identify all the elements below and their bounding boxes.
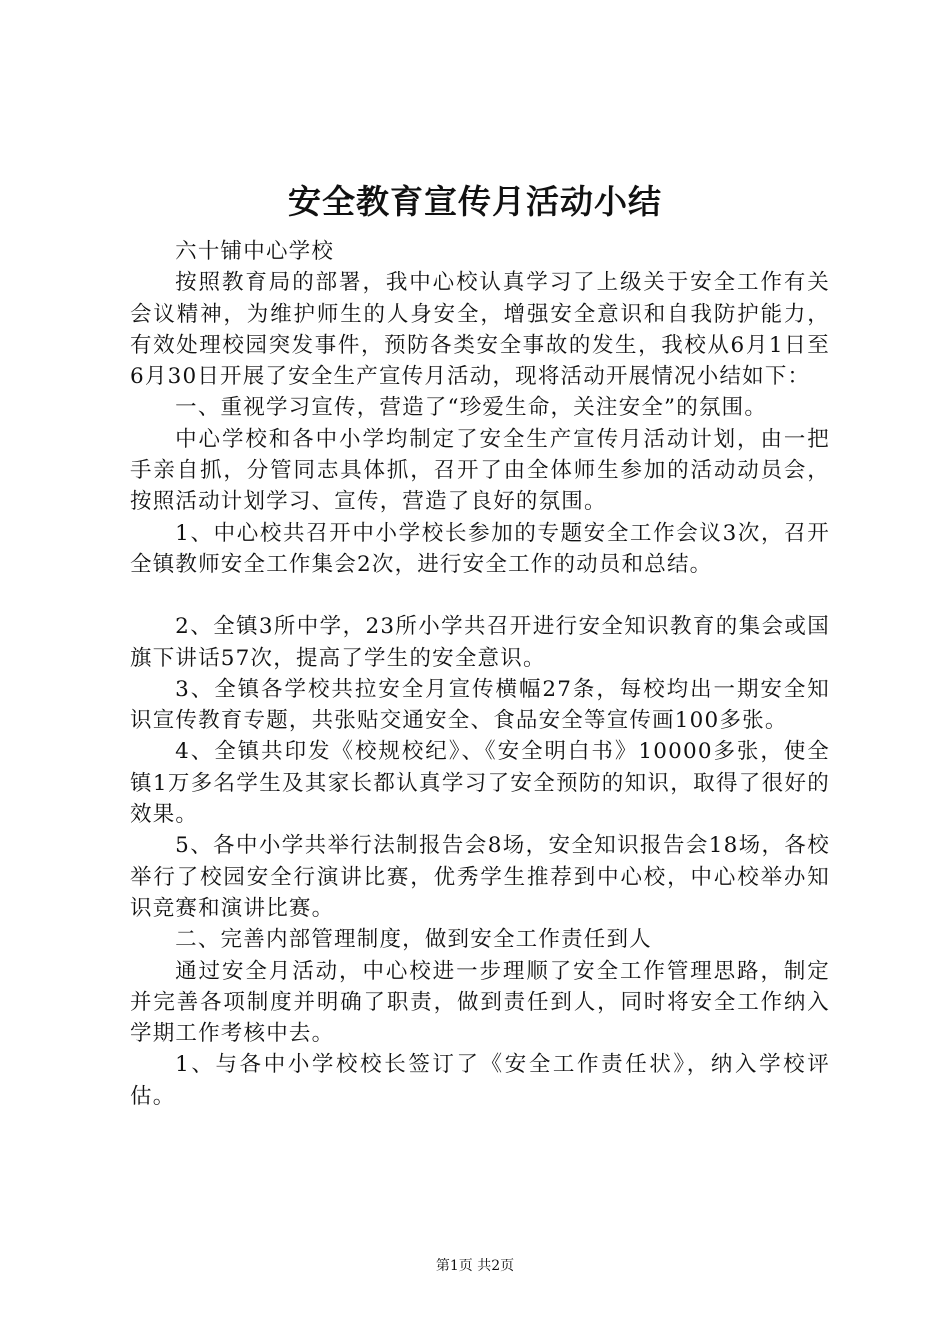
section-heading-1: 一、重视学习宣传，营造了“珍爱生命，关注安全”的氛围。 bbox=[175, 395, 768, 421]
section-1-paragraph: 中心学校和各中小学均制定了安全生产宣传月活动计划，由一把手亲自抓，分管同志具体抓，召开了由全体师生参加的活动动员会，按照活动计划学习、宣传，营造了良好的氛围。 bbox=[130, 426, 830, 515]
document-title: 安全教育宣传月活动小结 bbox=[288, 182, 662, 221]
section-1-item-4: 4、全镇共印发《校规校纪》、《安全明白书》10000多张，使全镇1万多名学生及其家长都认真学习了安全预防的知识，取得了很好的效果。 bbox=[130, 739, 830, 828]
section-1-item-5: 5、各中小学共举行法制报告会8场，安全知识报告会18场，各校举行了校园安全行演讲比赛，优秀学生推荐到中心校，中心校举办知识竞赛和演讲比赛。 bbox=[130, 833, 830, 921]
page-footer: 第1页 共2页 bbox=[435, 1258, 515, 1274]
section-2-paragraph: 通过安全月活动，中心校进一步理顺了安全工作管理思路，制定并完善各项制度并明确了职责，做到责任到人，同时将安全工作纳入学期工作考核中去。 bbox=[130, 958, 830, 1047]
intro-paragraph: 按照教育局的部署，我中心校认真学习了上级关于安全工作有关会议精神，为维护师生的人身安全，增强安全意识和自我防护能力，有效处理校园突发事件，预防各类安全事故的发生，我校从6月1日至6月30日开展了安全生产宣传月活动，现将活动开展情况小结如下： bbox=[130, 270, 830, 390]
section-1-item-3: 3、全镇各学校共拉安全月宣传横幅27条，每校均出一期安全知识宣传教育专题，共张贴交通安全、食品安全等宣传画100多张。 bbox=[130, 676, 830, 734]
school-name: 六十铺中心学校 bbox=[175, 239, 335, 264]
section-2-item-1: 1、与各中小学校校长签订了《安全工作责任状》，纳入学校评估。 bbox=[130, 1052, 830, 1109]
section-1-item-2: 2、全镇3所中学，23所小学共召开进行安全知识教育的集会或国旗下讲话57次，提高了学生的安全意识。 bbox=[130, 614, 830, 671]
document-body bbox=[130, 236, 830, 1112]
section-heading-2: 二、完善内部管理制度，做到安全工作责任到人 bbox=[175, 927, 652, 953]
section-1-item-1: 1、中心校共召开中小学校长参加的专题安全工作会议3次，召开全镇教师安全工作集会2次，进行安全工作的动员和总结。 bbox=[130, 520, 830, 577]
